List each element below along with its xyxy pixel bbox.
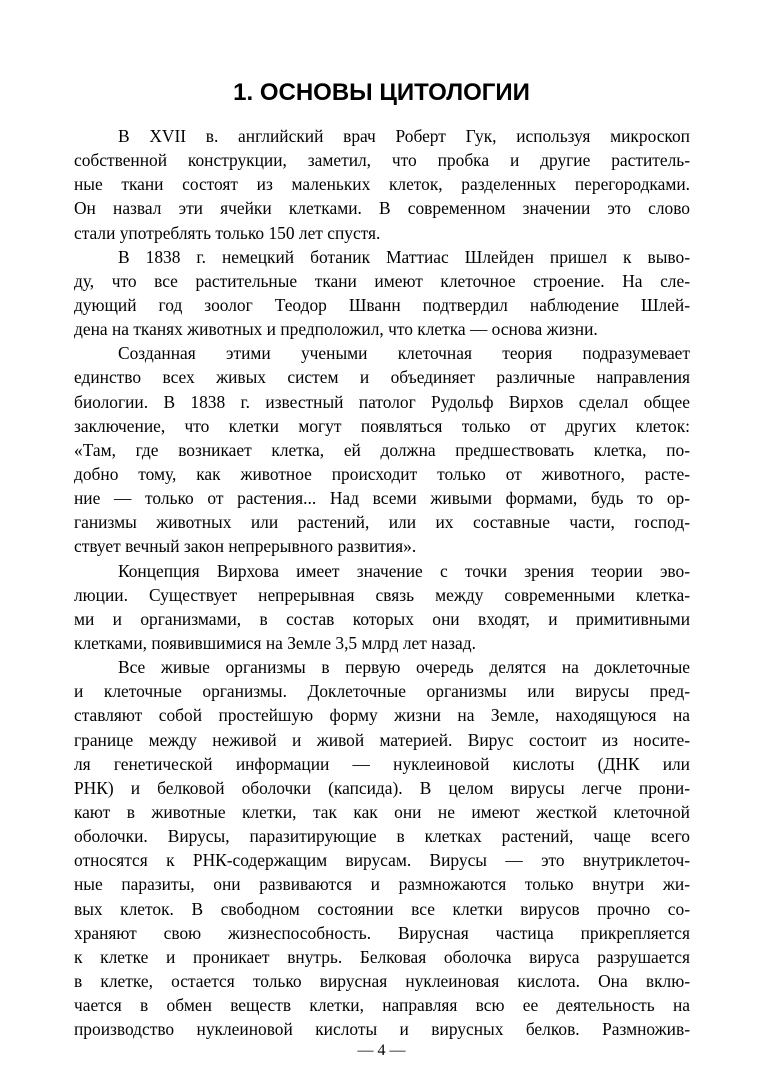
text-line: Он назвал эти ячейки клетками. В современном значении это слово bbox=[74, 198, 690, 219]
text-line: ганизмы животных или растений, или их составные части, господ- bbox=[74, 512, 690, 533]
text-line: клетками, появившимися на Земле 3,5 млрд лет назад. bbox=[74, 632, 476, 653]
text-line: чается в обмен веществ клетки, направляя всю ее деятельность на bbox=[74, 995, 690, 1016]
text-line: ствует вечный закон непрерывного развития». bbox=[74, 536, 417, 557]
text-line: добно тому, как животное происходит только от животного, расте- bbox=[74, 463, 690, 484]
text-line: ные паразиты, они развиваются и размножаются только внутри жи- bbox=[74, 874, 690, 895]
text-line: кают в животные клетки, так как они не имеют жесткой клеточной bbox=[74, 801, 690, 822]
text-line: ми и организмами, в состав которых они входят, и примитивными bbox=[74, 608, 690, 629]
text-line: В XVII в. английский врач Роберт Гук, используя микроскоп bbox=[118, 126, 690, 146]
text-line: ду, что все растительные ткани имеют клеточное строение. На сле- bbox=[74, 270, 690, 291]
text-line: ние — только от растения... Над всеми живыми формами, будь то ор- bbox=[74, 488, 690, 509]
text-line: собственной конструкции, заметил, что пробка и другие раститель- bbox=[74, 150, 690, 171]
text-line: биологии. В 1838 г. известный патолог Рудольф Вирхов сделал общее bbox=[74, 391, 690, 412]
text-line: заключение, что клетки могут появляться только от других клеток: bbox=[74, 415, 690, 436]
page-number: — 4 — bbox=[357, 1042, 406, 1059]
text-line: в клетке, остается только вирусная нуклеиновая кислота. Она вклю- bbox=[74, 970, 690, 991]
text-line: границе между неживой и живой материей. Вирус состоит из носите- bbox=[74, 729, 690, 750]
text-line: ля генетической информации — нуклеиновой кислоты (ДНК или bbox=[74, 753, 690, 774]
text-line: храняют свою жизнеспособность. Вирусная частица прикрепляется bbox=[74, 922, 690, 943]
text-line: дена на тканях животных и предположил, что клетка — основа жизни. bbox=[74, 319, 598, 340]
text-line: единство всех живых систем и объединяет различные направления bbox=[74, 367, 690, 388]
text-line: стали употреблять только 150 лет спустя. bbox=[74, 222, 381, 243]
text-line: к клетке и проникает внутрь. Белковая оболочка вируса разрушается bbox=[74, 946, 690, 967]
text-line: Созданная этими учеными клеточная теория подразумевает bbox=[118, 343, 690, 364]
text-line: Все живые организмы в первую очередь делятся на доклеточные bbox=[118, 657, 690, 678]
text-line: люции. Существует непрерывная связь между современными клетка- bbox=[74, 584, 690, 605]
text-line: ные ткани состоят из маленьких клеток, разделенных перегородками. bbox=[74, 174, 690, 195]
text-line: производство нуклеиновой кислоты и вирусных белков. Размножив- bbox=[74, 1019, 690, 1040]
page-title: 1. ОСНОВЫ ЦИТОЛОГИИ bbox=[233, 79, 530, 106]
text-line: ставляют собой простейшую форму жизни на Земле, находящуюся на bbox=[74, 705, 690, 726]
text-line: и клеточные организмы. Доклеточные организмы или вирусы пред- bbox=[74, 681, 690, 702]
body-text bbox=[74, 124, 690, 1041]
text-line: В 1838 г. немецкий ботаник Маттиас Шлейден пришел к выво- bbox=[118, 246, 690, 267]
text-line: дующий год зоолог Теодор Шванн подтвердил наблюдение Шлей- bbox=[74, 294, 690, 315]
text-line: вых клеток. В свободном состоянии все клетки вирусов прочно со- bbox=[74, 898, 690, 919]
text-line: РНК) и белковой оболочки (капсида). В целом вирусы легче прони- bbox=[74, 777, 690, 798]
text-line: Концепция Вирхова имеет значение с точки зрения теории эво- bbox=[118, 560, 690, 581]
text-line: «Там, где возникает клетка, ей должна предшествовать клетка, по- bbox=[74, 439, 690, 460]
text-line: относятся к РНК-содержащим вирусам. Вирусы — это внутриклеточ- bbox=[74, 850, 690, 871]
text-line: оболочки. Вирусы, паразитирующие в клетках растений, чаще всего bbox=[74, 826, 690, 847]
